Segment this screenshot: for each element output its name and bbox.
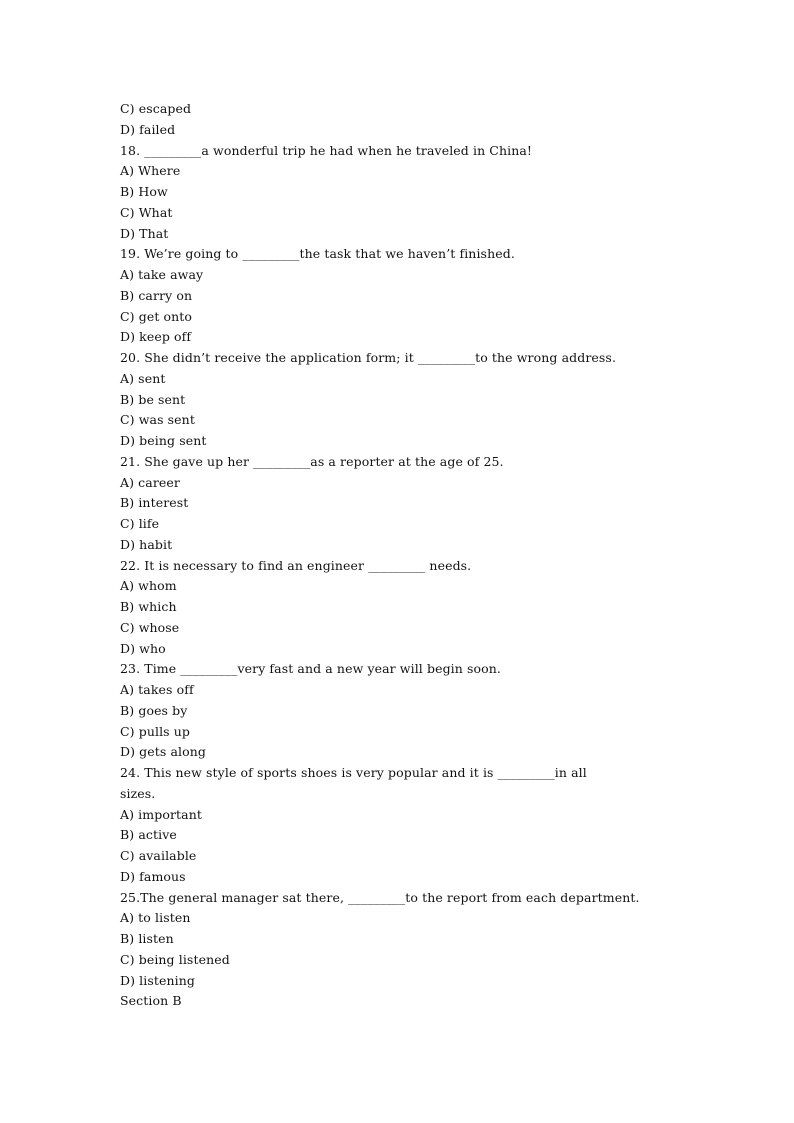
option-20b: B) be sent [120, 391, 186, 407]
question-18: 18. _________a wonderful trip he had when he traveled in China! [120, 142, 533, 158]
option-19b: B) carry on [120, 287, 193, 303]
question-19: 19. We’re going to _________the task that we haven’t finished. [120, 246, 515, 262]
option-25c: C) being listened [120, 951, 230, 967]
option-21d: D) habit [120, 536, 173, 552]
question-24-continued: sizes. [120, 785, 156, 801]
option-20a: A) sent [120, 370, 166, 386]
option-25a: A) to listen [120, 910, 191, 926]
option-19c: C) get onto [120, 308, 193, 324]
option-17c: C) escaped [120, 101, 192, 116]
question-25: 25.The general manager sat there, _________to the report from each department. [120, 889, 640, 905]
option-23a: A) takes off [120, 682, 194, 697]
option-21c: C) life [120, 516, 160, 531]
question-24: 24. This new style of sports shoes is very popular and it is _________in all [120, 765, 587, 780]
option-18c: C) What [120, 204, 173, 220]
option-19a: A) take away [120, 267, 204, 282]
option-17d: D) failed [120, 121, 176, 137]
option-20c: C) was sent [120, 412, 195, 428]
option-18d: D) That [120, 225, 169, 241]
question-22: 22. It is necessary to find an engineer _________ needs. [120, 557, 472, 573]
option-23d: D) gets along [120, 744, 207, 760]
section-heading: Section B [120, 993, 182, 1009]
question-20: 20. She didn’t receive the application form; it _________to the wrong address. [120, 350, 617, 365]
question-23: 23. Time _________very fast and a new year will begin soon. [120, 661, 501, 677]
option-22a: A) whom [120, 578, 177, 594]
option-22c: C) whose [120, 619, 180, 635]
question-21: 21. She gave up her _________as a reporter at the age of 25. [120, 453, 504, 469]
option-23c: C) pulls up [120, 723, 191, 739]
option-21a: A) career [120, 474, 180, 490]
option-22b: B) which [120, 599, 177, 614]
option-24b: B) active [120, 827, 177, 843]
option-18b: B) How [120, 184, 168, 199]
option-24d: D) famous [120, 868, 186, 884]
option-24a: A) important [120, 806, 202, 822]
option-18a: A) Where [120, 163, 181, 179]
option-20d: D) being sent [120, 433, 207, 448]
option-24c: C) available [120, 848, 197, 863]
option-21b: B) interest [120, 495, 189, 511]
document-page [120, 99, 680, 1012]
option-23b: B) goes by [120, 702, 188, 718]
option-22d: D) who [120, 640, 166, 656]
option-25d: D) listening [120, 972, 196, 988]
option-25b: B) listen [120, 931, 174, 946]
option-19d: D) keep off [120, 329, 192, 345]
